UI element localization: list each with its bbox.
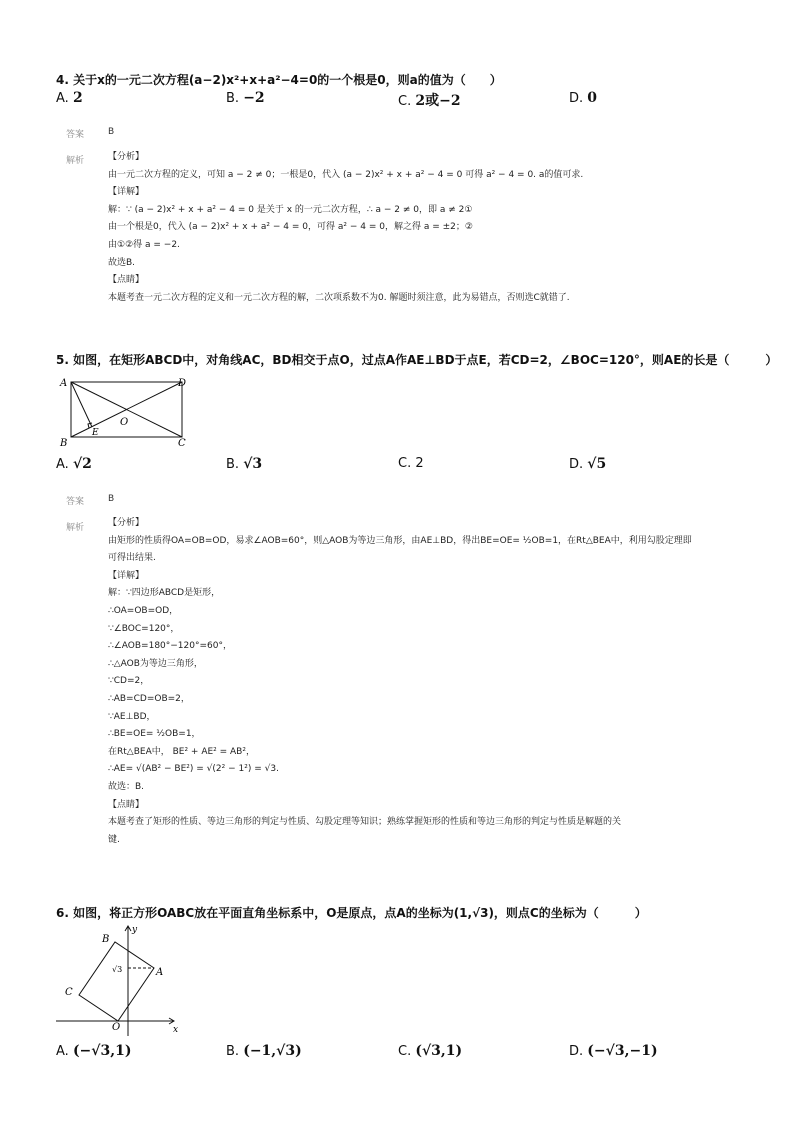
q4-line: 由一个根是0，代入 (a − 2)x² + x + a² − 4 = 0，可得 a² − 4 = 0，解之得 a = ±2；② xyxy=(108,222,473,233)
q5-answer-label: 答案 xyxy=(66,497,85,507)
question-6-stem: 6. 如图，将正方形OABC放在平面直角坐标系中，O是原点，点A的坐标为(1,√3)，则点C的坐标为（ ） xyxy=(56,906,647,920)
q5-option-c[interactable]: C. 2 xyxy=(398,456,424,471)
q5-answer-value: B xyxy=(108,494,115,504)
question-5-stem: 5. 如图，在矩形ABCD中，对角线AC，BD相交于点O，过点A作AE⊥BD于点E，若CD=2，∠BOC=120°，则AE的长是（ ） xyxy=(56,353,778,367)
q6-option-b[interactable]: B. (−1,√3) xyxy=(226,1043,302,1059)
q4-option-d[interactable]: D. 0 xyxy=(569,90,598,106)
q6-option-a[interactable]: A. (−√3,1) xyxy=(56,1043,132,1059)
label-d: D xyxy=(178,378,187,389)
q5-option-d[interactable]: D. √5 xyxy=(569,456,607,472)
q5-step: 故选：B. xyxy=(108,781,145,792)
q4-analysis-label: 解析 xyxy=(66,156,85,166)
square-oabc xyxy=(79,942,154,1021)
q5-line: 【详解】 xyxy=(108,570,145,581)
q4-option-a[interactable]: A. 2 xyxy=(56,90,83,106)
q5-solution xyxy=(108,515,748,849)
label-o: O xyxy=(120,417,129,428)
q5-step: ∴OA=OB=OD， xyxy=(108,605,179,616)
label-c: C xyxy=(65,987,73,998)
label-x: x xyxy=(173,1025,179,1035)
q5-step: ∴∠AOB=180°−120°=60°， xyxy=(108,641,232,652)
q4-solution xyxy=(108,149,748,307)
q4-option-c[interactable]: C. 2或−2 xyxy=(398,93,461,109)
q6-option-d[interactable]: D. (−√3,−1) xyxy=(569,1043,658,1059)
label-o: O xyxy=(112,1022,121,1033)
label-c: C xyxy=(178,438,186,449)
q5-analysis-label: 解析 xyxy=(66,523,85,533)
q5-step: 在Rt△BEA中， BE² + AE² = AB²， xyxy=(108,746,255,757)
q5-step: ∵CD=2， xyxy=(108,676,150,687)
label-b: B xyxy=(102,934,110,945)
q4-line: 解：∵ (a − 2)x² + x + a² − 4 = 0 是关于 x 的一元二次方程，∴ a − 2 ≠ 0，即 a ≠ 2① xyxy=(108,204,473,215)
q5-step: ∴AB=CD=OB=2， xyxy=(108,693,190,704)
q5-step: ∴BE=OE= ½OB=1， xyxy=(108,729,201,740)
q5-step: ∴AE= √(AB² − BE²) = √(2² − 1²) = √3. xyxy=(108,764,279,775)
q5-summary: 本题考查了矩形的性质、等边三角形的判定与性质、勾股定理等知识；熟练掌握矩形的性质和等边三角形的判定与性质是解题的关 xyxy=(108,817,622,828)
label-a: A xyxy=(156,967,164,978)
q4-line: 由①②得 a = −2. xyxy=(108,239,180,250)
q5-summary: 键. xyxy=(108,834,120,845)
label-e: E xyxy=(92,428,99,438)
q5-step: 解：∵四边形ABCD是矩形， xyxy=(108,588,221,599)
q4-line: 【详解】 xyxy=(108,187,145,198)
question-4-options xyxy=(56,90,756,110)
q5-option-b[interactable]: B. √3 xyxy=(226,456,263,472)
q4-line: 由一元二次方程的定义，可知 a − 2 ≠ 0；一根是0，代入 (a − 2)x² + x + a² − 4 = 0 可得 a² − 4 = 0. a的值可求. xyxy=(108,169,584,180)
label-b: B xyxy=(60,438,68,449)
segment-ae xyxy=(71,382,92,427)
q5-line: 由矩形的性质得OA=OB=OD，易求∠AOB=60°，则△AOB为等边三角形，由AE⊥BD，得出BE=OE= ½OB=1，在Rt△BEA中，利用勾股定理即 xyxy=(108,535,692,546)
q4-line: 本题考查一元二次方程的定义和一元二次方程的解，二次项系数不为0. 解题时须注意，此为易错点，否则选C就错了. xyxy=(108,292,570,303)
q5-option-a[interactable]: A. √2 xyxy=(56,456,92,472)
q5-step: ∵AE⊥BD， xyxy=(108,711,156,722)
question-4-stem: 4. 关于x的一元二次方程(a−2)x²+x+a²−4=0的一个根是0，则a的值为（ ） xyxy=(56,73,502,87)
square-coordinate-figure xyxy=(56,920,186,1040)
q5-line: 【分析】 xyxy=(108,518,145,528)
question-6-options xyxy=(56,1043,756,1063)
q4-line: 【点睛】 xyxy=(108,275,145,286)
label-y: y xyxy=(132,925,138,935)
q5-step: 【点睛】 xyxy=(108,799,145,810)
q4-answer-label: 答案 xyxy=(66,130,85,140)
q4-line: 故选B. xyxy=(108,257,136,268)
question-5-options xyxy=(56,456,756,476)
q4-answer-value: B xyxy=(108,127,115,137)
tick-sqrt3: √3 xyxy=(112,965,123,974)
q4-option-b[interactable]: B. −2 xyxy=(226,90,265,106)
label-a: A xyxy=(60,378,68,389)
rectangle-figure xyxy=(56,372,196,450)
q5-step: ∵∠BOC=120°， xyxy=(108,623,180,634)
q5-step: ∴△AOB为等边三角形， xyxy=(108,658,203,669)
q4-line: 【分析】 xyxy=(108,152,145,162)
q6-option-c[interactable]: C. (√3,1) xyxy=(398,1043,463,1059)
q5-line: 可得出结果. xyxy=(108,553,156,564)
